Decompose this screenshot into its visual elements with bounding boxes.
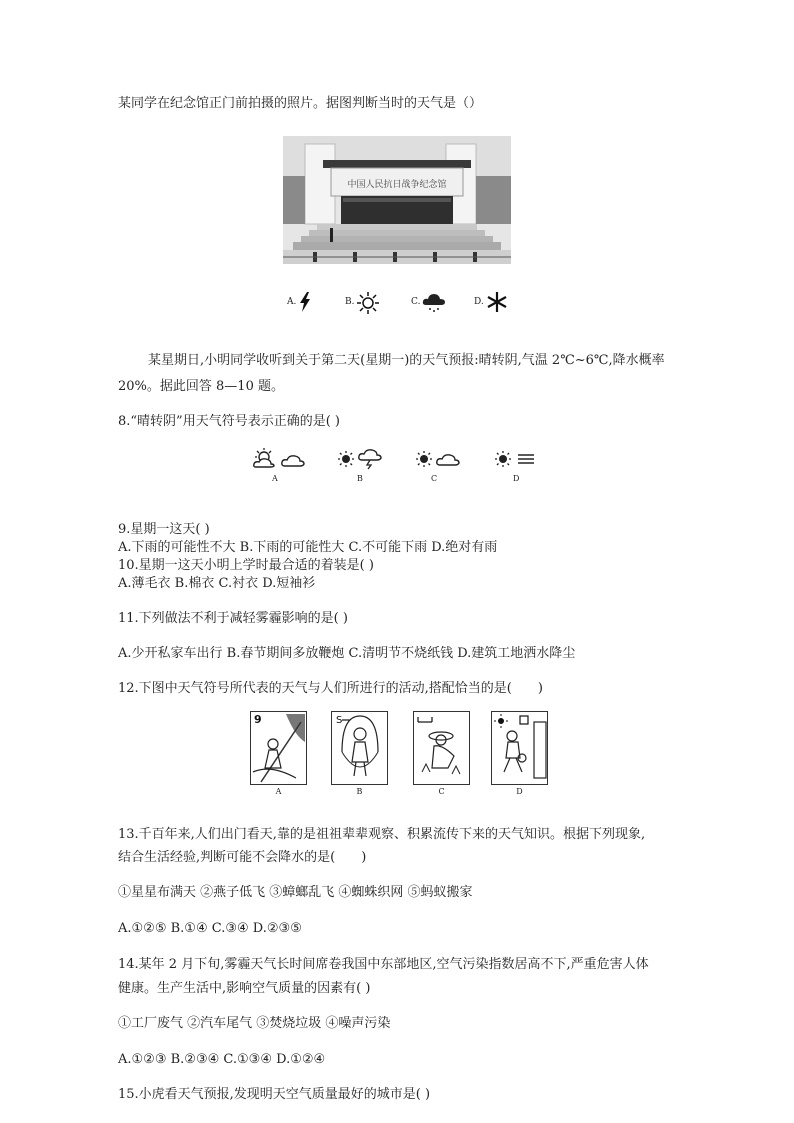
q8-label-a: A: [272, 474, 278, 483]
intro-line-2: 20%。据此回答 8—10 题。: [118, 379, 284, 394]
q7-option-b-label: B.: [345, 297, 355, 307]
q12-label-c: C: [438, 787, 445, 796]
q7-option-d-label: D.: [474, 297, 484, 307]
q8-label-b: B: [357, 474, 363, 483]
svg-text:9: 9: [254, 713, 262, 726]
q8-text: 8.“晴转阴”用天气符号表示正确的是( ): [118, 414, 340, 429]
sunny-to-fog-symbol: [494, 448, 540, 470]
sunny-play-scene: [492, 712, 547, 784]
q7-option-c-label: C.: [411, 297, 421, 307]
q13-items: ①星星布满天 ②燕子低飞 ③蟑螂乱飞 ④蜘蛛织网 ⑤蚂蚁搬家: [118, 885, 473, 900]
intro-line-1: 某星期日,小明同学收听到关于第二天(星期一)的天气预报:晴转阴,气温 2℃~6℃,降水概率: [148, 353, 665, 368]
rain-jump-rope-scene: [332, 712, 387, 784]
q14-options: A.①②③ B.②③④ C.①③④ D.①②④: [118, 1052, 326, 1067]
q13-options: A.①②⑤ B.①④ C.③④ D.②③⑤: [118, 921, 302, 936]
q10-options: A.薄毛衣 B.棉衣 C.衬衣 D.短袖衫: [118, 576, 316, 591]
svg-text:S: S: [336, 715, 343, 726]
sunny-to-cloudy-symbol: [415, 448, 461, 470]
q12-text: 12.下图中天气符号所代表的天气与人们所进行的活动,搭配恰当的是( ): [118, 681, 543, 696]
q13-line-2: 结合生活经验,判断可能不会降水的是( ): [118, 850, 367, 865]
q8-label-d: D: [513, 474, 520, 483]
rain-cloud-icon: [422, 292, 446, 314]
q7-text: 某同学在纪念馆正门前拍摄的照片。据图判断当时的天气是（）: [118, 96, 483, 111]
q12-picture-c: [413, 711, 470, 785]
photo-sign-text: 中国人民抗日战争纪念馆: [347, 180, 447, 190]
q14-line-1: 14.某年 2 月下旬,雾霾天气长时间席卷我国中东部地区,空气污染指数居高不下,严重危害人体: [118, 957, 649, 972]
sunny-to-thunderstorm-symbol: [337, 448, 383, 470]
q12-picture-a: [250, 711, 307, 785]
q12-label-d: D: [516, 787, 523, 796]
partly-cloudy-to-cloudy-symbol: [252, 448, 308, 470]
q14-items: ①工厂废气 ②汽车尾气 ③焚烧垃圾 ④噪声污染: [118, 1016, 391, 1031]
q7-option-a-label: A.: [287, 297, 297, 307]
fog-gardening-scene: [414, 712, 469, 784]
q11-options: A.少开私家车出行 B.春节期间多放鞭炮 C.清明节不烧纸钱 D.建筑工地洒水降尘: [118, 646, 576, 661]
q12-picture-d: [491, 711, 548, 785]
lightning-icon: [298, 292, 312, 312]
memorial-hall-image: [283, 136, 511, 264]
q13-line-1: 13.千百年来,人们出门看天,靠的是祖祖辈辈观察、积累流传下来的天气知识。根据下列现象,: [118, 827, 646, 842]
memorial-hall-photo: [283, 136, 511, 264]
q12-picture-b: [331, 711, 388, 785]
q15-text: 15.小虎看天气预报,发现明天空气质量最好的城市是( ): [118, 1087, 431, 1102]
q8-label-c: C: [431, 474, 438, 483]
sun-icon: [357, 292, 379, 314]
q9-text: 9.星期一这天( ): [118, 522, 210, 537]
typhoon-umbrella-scene: [251, 712, 306, 784]
q12-label-a: A: [275, 787, 282, 796]
q9-options: A.下雨的可能性不大 B.下雨的可能性大 C.不可能下雨 D.绝对有雨: [118, 540, 498, 555]
q12-label-b: B: [356, 787, 363, 796]
q10-text: 10.星期一这天小明上学时最合适的着装是( ): [118, 558, 374, 573]
q11-text: 11.下列做法不利于减轻雾霾影响的是( ): [118, 611, 348, 626]
q14-line-2: 健康。生产生活中,影响空气质量的因素有( ): [118, 981, 371, 996]
snowflake-icon: [486, 291, 508, 313]
